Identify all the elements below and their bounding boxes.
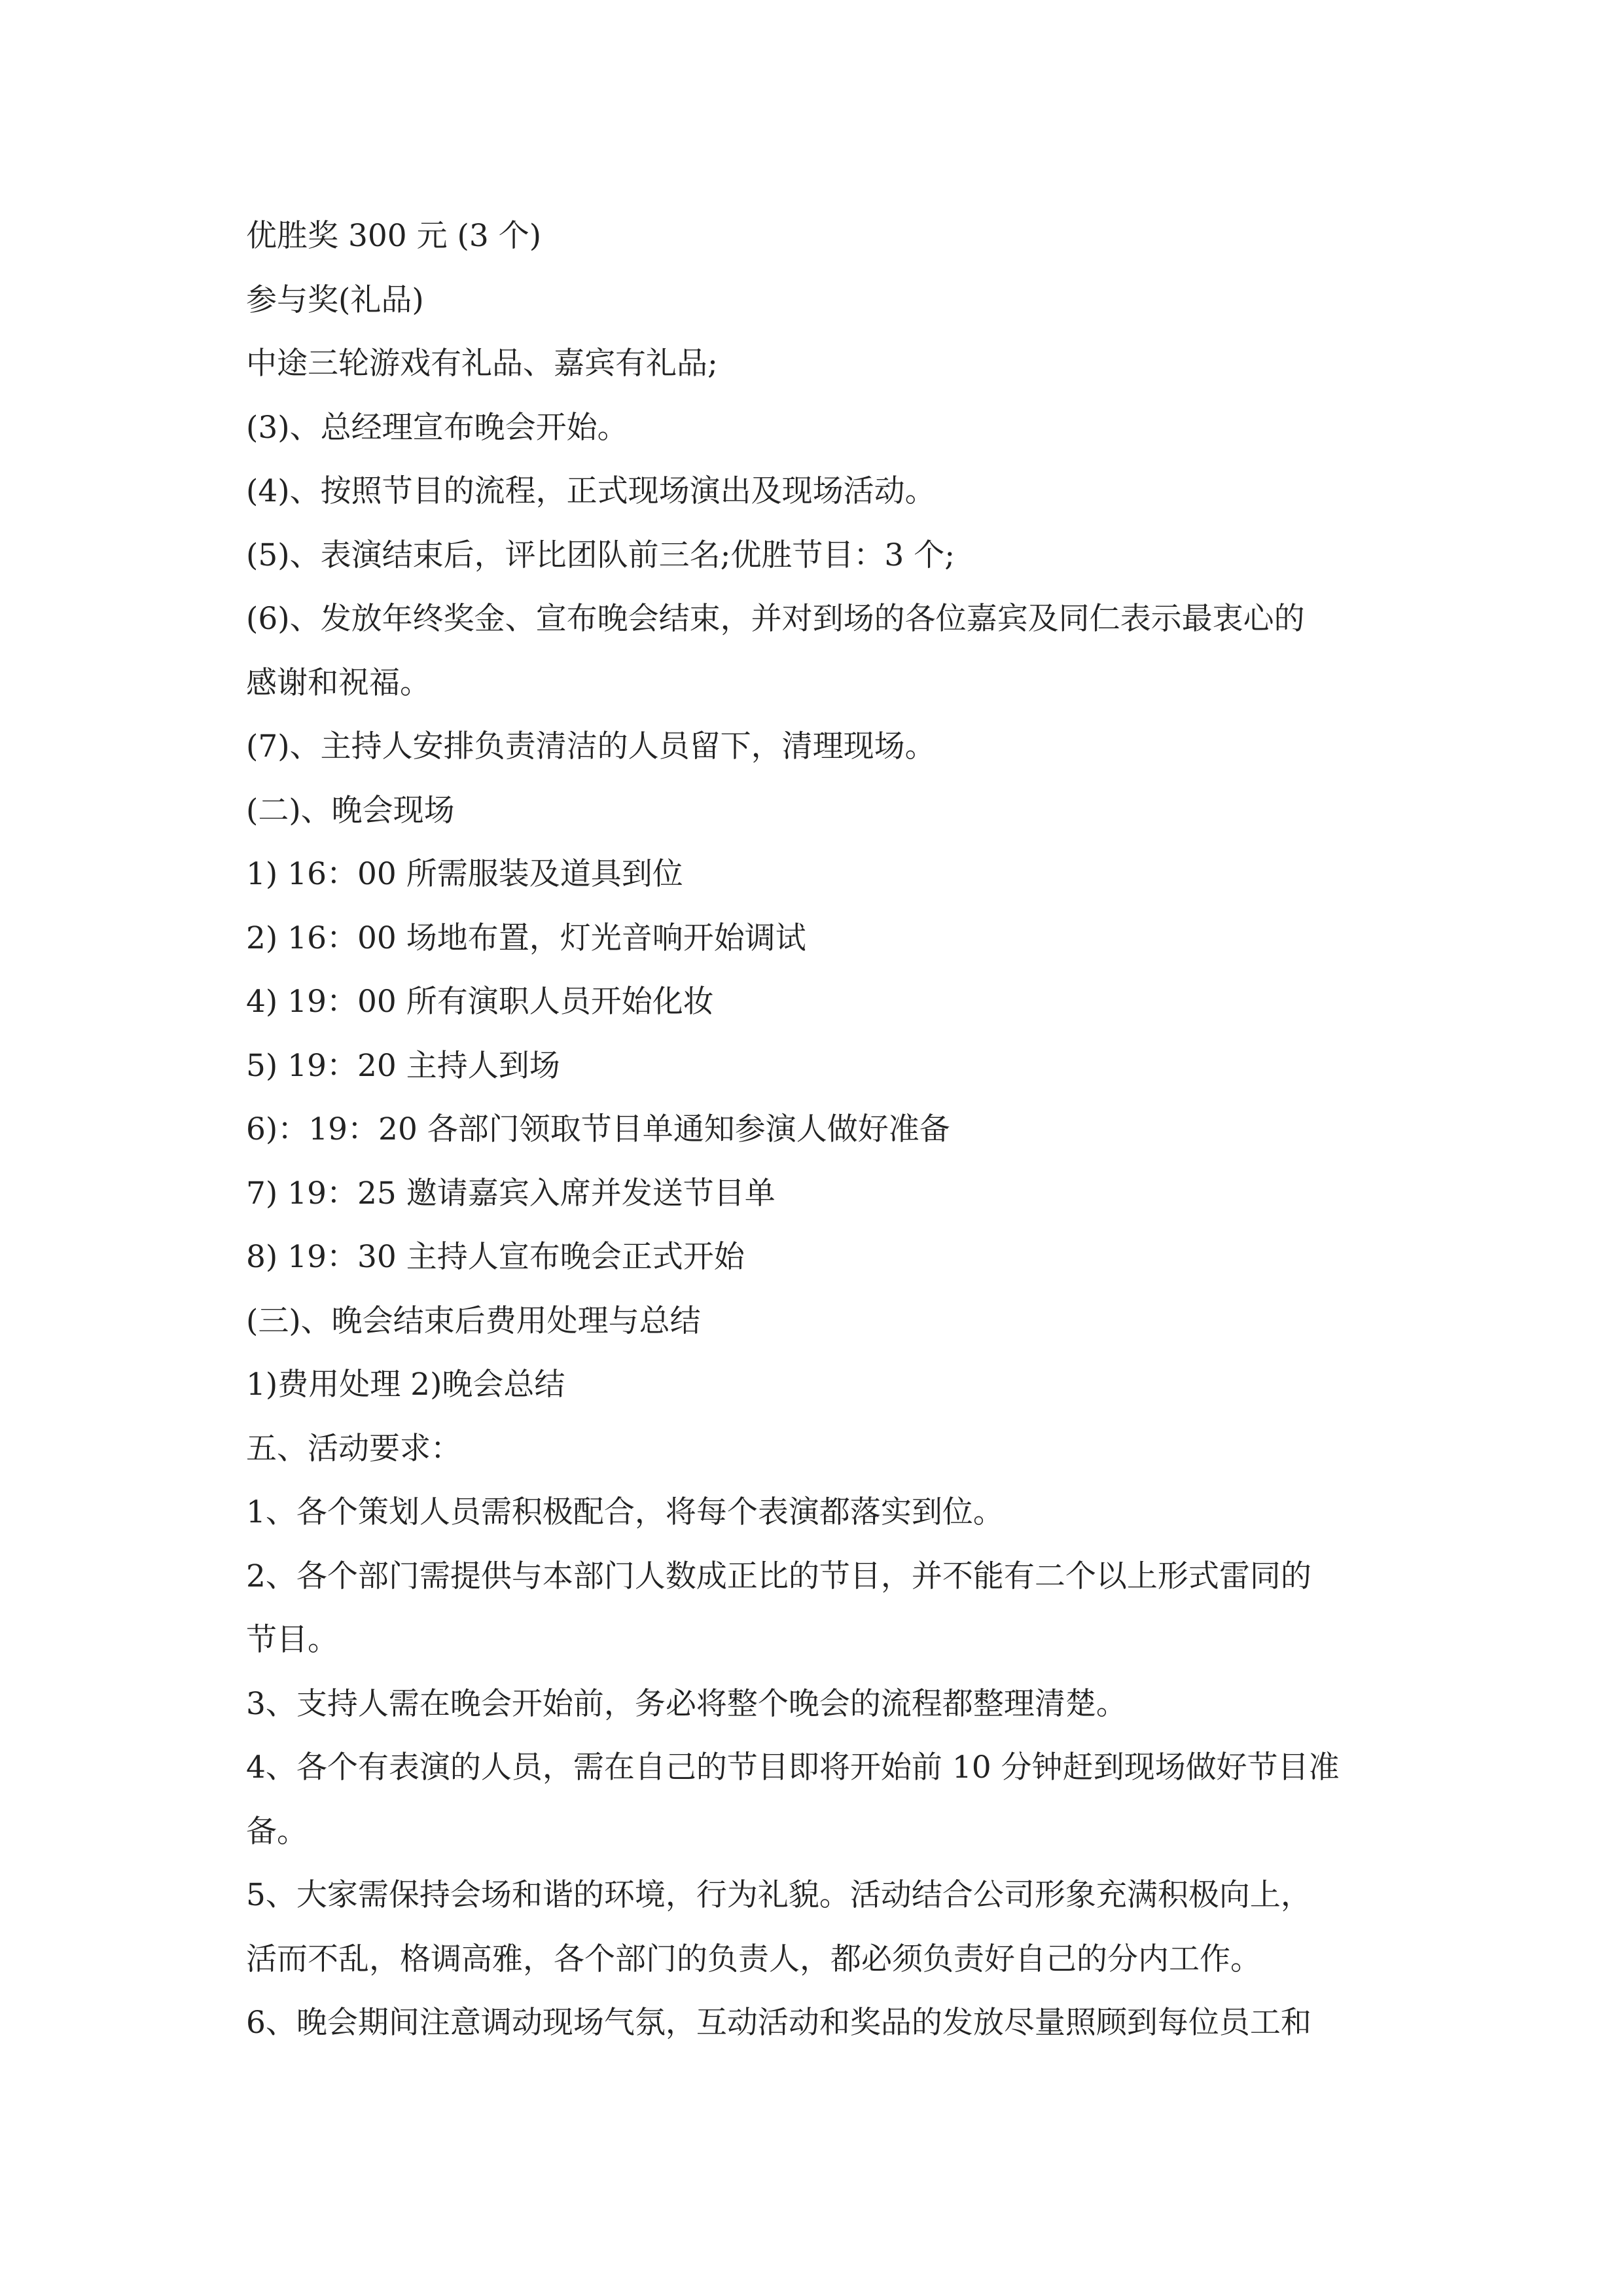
section-heading: (二)、晚会现场 [246,792,455,829]
text-line: 感谢和祝福。 [246,664,431,701]
text-line: 4、各个有表演的人员，需在自己的节目即将开始前 10 分钟赶到现场做好节目准 [246,1749,1340,1785]
section-heading: (三)、晚会结束后费用处理与总结 [246,1302,701,1339]
text-line: 5) 19：20 主持人到场 [246,1047,560,1084]
text-line: 1)费用处理 2)晚会总结 [246,1367,565,1403]
text-line: 1) 16：00 所需服装及道具到位 [246,856,683,892]
text-line: 8) 19：30 主持人宣布晚会正式开始 [246,1239,745,1275]
text-line: 优胜奖 300 元 (3 个) [246,218,542,254]
text-line: (4)、按照节目的流程，正式现场演出及现场活动。 [246,473,936,509]
text-line: 2) 16：00 场地布置，灯光音响开始调试 [246,920,806,956]
text-line: 1、各个策划人员需积极配合，将每个表演都落实到位。 [246,1494,1004,1530]
text-line: 6)：19：20 各部门领取节目单通知参演人做好准备 [246,1111,950,1147]
text-line: 活而不乱，格调高雅，各个部门的负责人，都必须负责好自己的分内工作。 [246,1941,1261,1977]
text-line: (6)、发放年终奖金、宣布晚会结束，并对到场的各位嘉宾及同仁表示最衷心的 [246,601,1305,637]
text-line: 2、各个部门需提供与本部门人数成正比的节目，并不能有二个以上形式雷同的 [246,1558,1311,1594]
text-line: 参与奖(礼品) [246,281,424,318]
text-line: 备。 [246,1813,308,1850]
text-line: 5、大家需保持会场和谐的环境，行为礼貌。活动结合公司形象充满积极向上， [246,1877,1311,1913]
text-line: 中途三轮游戏有礼品、嘉宾有礼品; [246,346,718,382]
section-heading: 五、活动要求： [246,1430,461,1467]
document-body [246,204,1391,2055]
text-line: 4) 19：00 所有演职人员开始化妆 [246,984,714,1020]
text-line: 3、支持人需在晚会开始前，务必将整个晚会的流程都整理清楚。 [246,1685,1127,1722]
text-line: 7) 19：25 邀请嘉宾入席并发送节目单 [246,1175,776,1211]
text-line: (7)、主持人安排负责清洁的人员留下，清理现场。 [246,728,936,764]
text-line: (3)、总经理宣布晚会开始。 [246,409,628,446]
text-line: (5)、表演结束后，评比团队前三名;优胜节目：3 个; [246,537,955,573]
text-line: 节目。 [246,1622,338,1658]
text-line: 6、晚会期间注意调动现场气氛，互动活动和奖品的发放尽量照顾到每位员工和 [246,2005,1311,2041]
